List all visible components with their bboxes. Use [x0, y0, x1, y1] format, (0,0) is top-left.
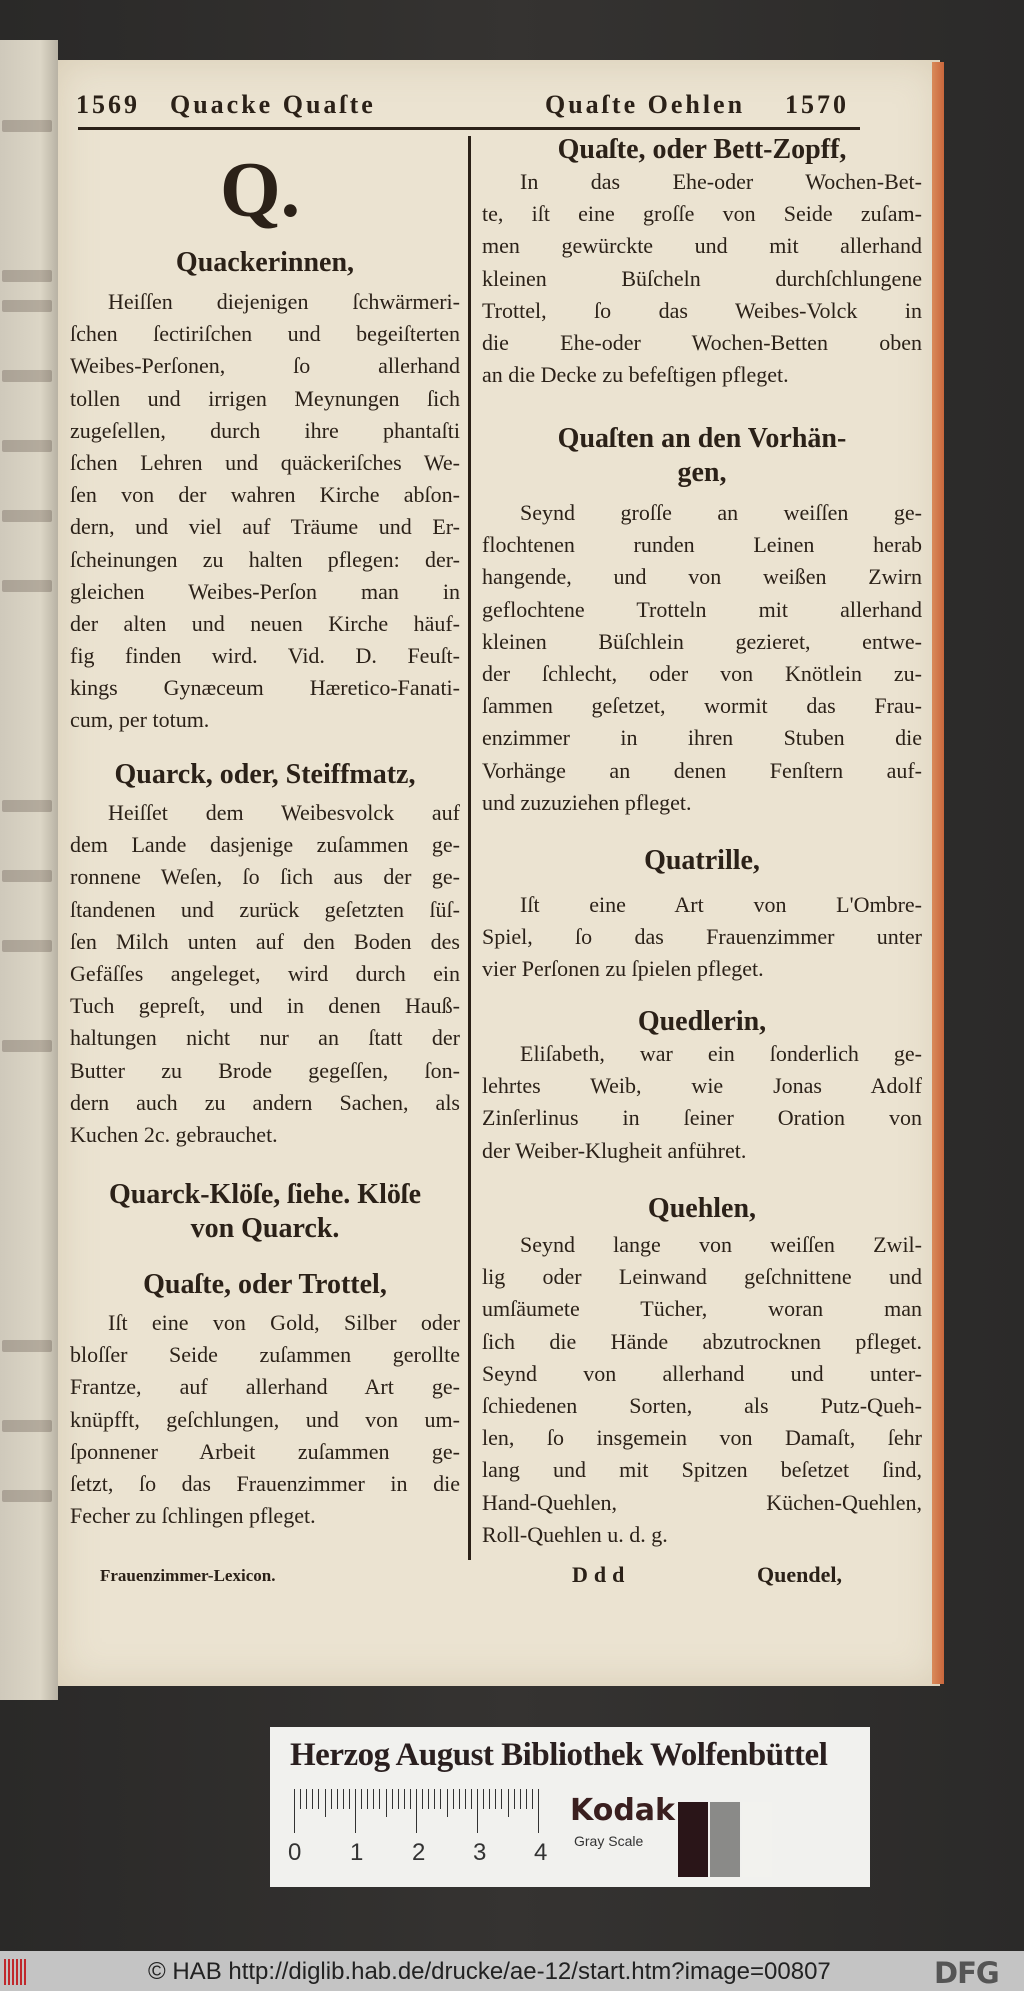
left-running-head: Quacke Quaſte	[170, 90, 376, 119]
ruler-tick	[343, 1789, 344, 1809]
text-line: fig finden wird. Vid. D. Feuſt-	[70, 643, 460, 669]
text-line: Vorhänge an denen Fenſtern auf-	[482, 757, 922, 783]
column-divider	[468, 136, 471, 1560]
entry-body	[70, 1307, 460, 1532]
gray-patch-mid	[710, 1802, 740, 1877]
ruler-tick	[294, 1789, 295, 1833]
viewer-footer	[0, 1951, 1024, 1991]
ruler	[294, 1789, 544, 1839]
ruler-tick	[526, 1789, 527, 1809]
text-line: kings Gynæceum Hæretico-Fanati-	[70, 675, 460, 701]
text-line: Roll-Quehlen u. d. g.	[482, 1521, 668, 1547]
ruler-tick	[306, 1789, 307, 1809]
text-line: dern auch zu andern Sachen, als	[70, 1089, 460, 1115]
heading-line: Quaſte, oder Trottel,	[143, 1269, 387, 1300]
header-rule	[78, 127, 860, 130]
ruler-tick	[538, 1789, 539, 1833]
ruler-label: 0	[288, 1839, 302, 1866]
ruler-tick	[410, 1789, 411, 1809]
text-line: Seynd groſſe an weiſſen ge-	[520, 500, 922, 525]
text-line: gleichen Weibes-Perſon man in	[70, 578, 460, 604]
ruler-tick	[428, 1789, 429, 1809]
heading-line: Quatrille,	[644, 845, 760, 876]
right-page-number: 1570	[785, 90, 849, 119]
text-line: dem Lande dasjenige zuſammen ge-	[70, 832, 460, 858]
entry-heading	[482, 844, 922, 878]
text-line: Spiel, ſo das Frauenzimmer unter	[482, 924, 922, 950]
gray-patch-light	[742, 1802, 772, 1877]
kodak-logo: Kodak	[570, 1793, 675, 1828]
ruler-tick	[367, 1789, 368, 1809]
text-line: enzimmer in ihren Stuben die	[482, 725, 922, 751]
text-line: umſäumete Tücher, woran man	[482, 1296, 922, 1322]
ruler-tick	[453, 1789, 454, 1809]
entry-heading	[482, 1192, 922, 1226]
ruler-tick	[312, 1789, 313, 1809]
text-line: Trottel, ſo das Weibes-Volck in	[482, 297, 922, 323]
text-line: Kuchen 2c. gebrauchet.	[70, 1121, 278, 1147]
entry-body	[70, 286, 460, 737]
heading-line: gen,	[677, 457, 727, 488]
text-line: Heiſſet dem Weibesvolck auf	[108, 800, 460, 825]
text-line: ſich die Hände abzutrocknen pfleget.	[482, 1328, 922, 1354]
ruler-tick	[416, 1789, 417, 1833]
text-line: der alten und neuen Kirche häuf-	[70, 610, 460, 636]
text-line: zugeſellen, durch ihre phantaſti	[70, 417, 460, 443]
text-line: der ſchlecht, oder von Knötlein zu-	[482, 660, 922, 686]
text-line: Hand-Quehlen, Küchen-Quehlen,	[482, 1489, 922, 1515]
ruler-tick	[318, 1789, 319, 1809]
text-line: Butter zu Brode gegeſſen, ſon-	[70, 1057, 460, 1083]
text-line: ſchen Lehren und quäckeriſches We-	[70, 449, 460, 475]
card-title: Herzog August Bibliothek Wolfenbüttel	[290, 1737, 828, 1773]
text-line: knüpfft, geſchlungen, und von um-	[70, 1406, 460, 1432]
heading-line: von Quarck.	[190, 1213, 340, 1244]
entry-body	[482, 166, 922, 391]
entry-body	[482, 1229, 922, 1551]
section-letter: Q.	[220, 146, 301, 233]
text-line: Eliſabeth, war ein ſonderlich ge-	[520, 1041, 922, 1066]
sheet-signature: Ddd	[572, 1562, 631, 1587]
ruler-tick	[501, 1789, 502, 1809]
text-line: ſponnener Arbeit zuſammen ge-	[70, 1438, 460, 1464]
ruler-tick	[355, 1789, 356, 1833]
text-line: Heiſſen diejenigen ſchwärmeri-	[108, 289, 460, 314]
text-line: hangende, und von weißen Zwirn	[482, 564, 922, 590]
text-line: lang und mit Spitzen beſetzet ſind,	[482, 1457, 922, 1483]
text-line: te, iſt eine groſſe von Seide zuſam-	[482, 201, 922, 227]
signature-mark: Frauenzimmer-Lexicon.	[100, 1566, 276, 1585]
ruler-tick	[483, 1789, 484, 1809]
heading-line: Quarck-Klöſe, ſiehe. Klöſe	[108, 1179, 422, 1210]
ruler-tick	[392, 1789, 393, 1809]
text-line: men gewürckte und mit allerhand	[482, 233, 922, 259]
text-line: kleinen Büſchlein gezieret, entwe-	[482, 628, 922, 654]
ruler-tick	[386, 1789, 387, 1817]
copyright-link[interactable]: © HAB http://diglib.hab.de/drucke/ae-12/start.htm?image=00807	[148, 1958, 831, 1985]
entry-body	[482, 889, 922, 986]
text-line: Fecher zu ſchlingen pfleget.	[70, 1503, 316, 1529]
text-line: Iſt eine Art von L'Ombre-	[520, 892, 922, 917]
heading-line: Quedlerin,	[637, 1006, 767, 1037]
heading-line: Quackerinnen,	[175, 247, 355, 278]
entry-body	[70, 797, 460, 1151]
ruler-tick	[349, 1789, 350, 1809]
gray-patch-dark	[678, 1802, 708, 1877]
ruler-tick	[404, 1789, 405, 1809]
text-line: ſammen geſetzet, wormit das Frau-	[482, 693, 922, 719]
ruler-label: 1	[350, 1839, 364, 1866]
text-line: und zuzuziehen pfleget.	[482, 789, 692, 815]
text-line: kleinen Büſcheln durchſchlungene	[482, 265, 922, 291]
text-line: flochtenen runden Leinen herab	[482, 532, 922, 558]
ruler-tick	[514, 1789, 515, 1809]
text-line: der Weiber-Klugheit anführet.	[482, 1137, 747, 1163]
entry-heading	[70, 1178, 460, 1246]
ruler-tick	[300, 1789, 301, 1809]
ruler-tick	[532, 1789, 533, 1809]
text-line: ſetzt, ſo das Frauenzimmer in die	[70, 1470, 460, 1496]
text-line: ſchen ſectiriſchen und begeiſterten	[70, 321, 460, 347]
text-line: geflochtene Trotteln mit allerhand	[482, 596, 922, 622]
ruler-tick	[477, 1789, 478, 1833]
catchword: Quendel,	[757, 1562, 842, 1587]
entry-heading	[482, 422, 922, 490]
text-line: bloſſer Seide zuſammen gerollte	[70, 1342, 460, 1368]
dfg-logo: DFG	[934, 1956, 999, 1990]
ruler-tick	[325, 1789, 326, 1817]
text-line: ſcheinungen zu halten pflegen: der-	[70, 546, 460, 572]
text-line: vier Perſonen zu ſpielen pfleget.	[482, 956, 764, 982]
text-line: In das Ehe-oder Wochen-Bet-	[520, 169, 922, 194]
entry-heading	[70, 758, 460, 792]
text-line: Frantze, auf allerhand Art ge-	[70, 1374, 460, 1400]
ruler-tick	[422, 1789, 423, 1809]
text-line: ſtandenen und zurück geſetzten ſüſ-	[70, 896, 460, 922]
ruler-tick	[361, 1789, 362, 1809]
heading-line: Quaſten an den Vorhän-	[557, 423, 847, 454]
ruler-tick	[331, 1789, 332, 1809]
ruler-tick	[465, 1789, 466, 1809]
text-line: ronnene Weſen, ſo ſich aus der ge-	[70, 864, 460, 890]
text-line: haltungen nicht nur an ſtatt der	[70, 1025, 460, 1051]
text-line: lehrtes Weib, wie Jonas Adolf	[482, 1073, 922, 1099]
ruler-tick	[489, 1789, 490, 1809]
text-line: Seynd von allerhand und unter-	[482, 1360, 922, 1386]
ruler-tick	[508, 1789, 509, 1817]
ruler-tick	[459, 1789, 460, 1809]
text-line: Gefäſſes angeleget, wird durch ein	[70, 960, 460, 986]
entry-heading	[482, 1005, 922, 1039]
text-line: tollen und irrigen Meynungen ſich	[70, 385, 460, 411]
entry-heading	[482, 133, 922, 167]
right-running-head: Quaſte Oehlen	[545, 90, 746, 119]
text-line: cum, per totum.	[70, 707, 210, 733]
ruler-label: 2	[412, 1839, 426, 1866]
ruler-tick	[440, 1789, 441, 1809]
text-line: ſen Milch unten auf den Boden des	[70, 928, 460, 954]
text-line: an die Decke zu befeſtigen pfleget.	[482, 362, 789, 388]
text-line: ſchiedenen Sorten, als Putz-Queh-	[482, 1392, 922, 1418]
text-line: Weibes-Perſonen, ſo allerhand	[70, 353, 460, 379]
ruler-tick	[379, 1789, 380, 1809]
text-line: Iſt eine von Gold, Silber oder	[108, 1310, 460, 1335]
ruler-tick	[337, 1789, 338, 1809]
ruler-tick	[373, 1789, 374, 1809]
ruler-label: 3	[473, 1839, 487, 1866]
ruler-tick	[520, 1789, 521, 1809]
entry-body	[482, 497, 922, 819]
text-line: die Ehe-oder Wochen-Betten oben	[482, 329, 922, 355]
text-line: dern, und viel auf Träume und Er-	[70, 514, 460, 540]
left-page-number: 1569	[76, 90, 140, 119]
gray-scale-label: Gray Scale	[574, 1833, 644, 1849]
ruler-label: 4	[534, 1839, 548, 1866]
text-line: Seynd lange von weiſſen Zwil-	[520, 1232, 922, 1257]
text-line: lig oder Leinwand geſchnittene und	[482, 1264, 922, 1290]
text-line: Zinſerlinus in ſeiner Oration von	[482, 1105, 922, 1131]
text-line: Tuch gepreſt, und in denen Hauß-	[70, 993, 460, 1019]
page-edge	[932, 62, 944, 1684]
ruler-tick	[471, 1789, 472, 1809]
hab-logo-icon	[4, 1959, 26, 1985]
ruler-tick	[434, 1789, 435, 1809]
entry-heading	[70, 246, 460, 280]
ruler-tick	[447, 1789, 448, 1817]
text-line: ſen von der wahren Kirche abſon-	[70, 482, 460, 508]
entry-heading	[70, 1268, 460, 1302]
entry-body	[482, 1038, 922, 1167]
previous-page-edge	[0, 40, 58, 1700]
text-line: len, ſo insgemein von Damaſt, ſehr	[482, 1425, 922, 1451]
heading-line: Quaſte, oder Bett-Zopff,	[557, 134, 847, 165]
heading-line: Quehlen,	[647, 1193, 757, 1224]
calibration-card	[270, 1727, 870, 1887]
ruler-tick	[495, 1789, 496, 1809]
heading-line: Quarck, oder, Steiffmatz,	[114, 759, 416, 790]
ruler-tick	[398, 1789, 399, 1809]
